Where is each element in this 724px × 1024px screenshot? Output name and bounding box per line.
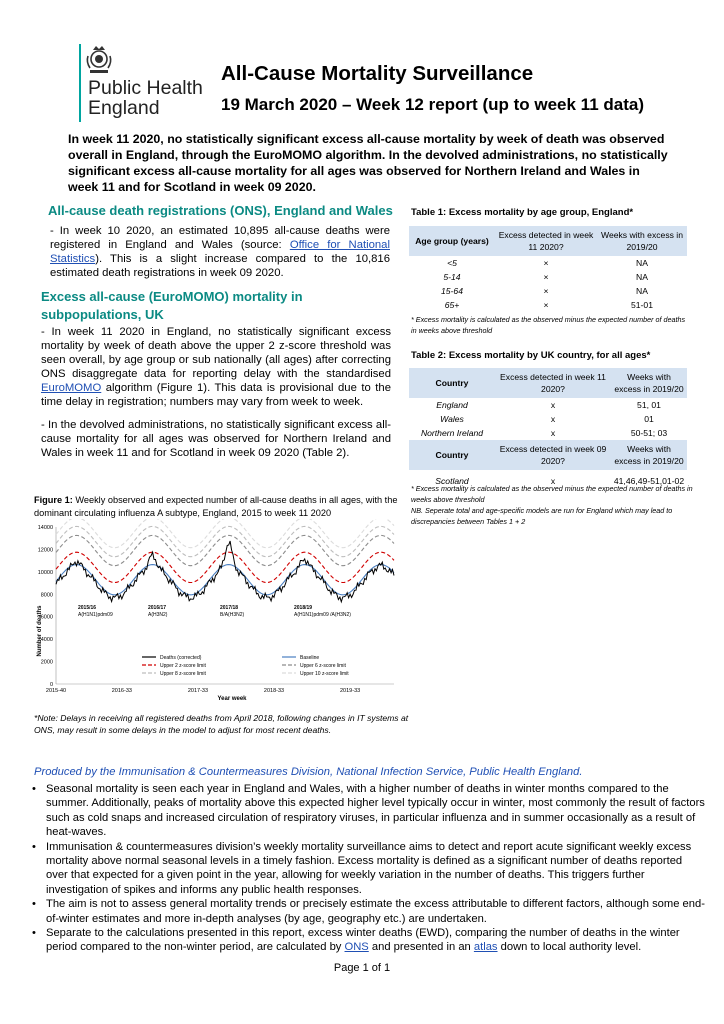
bullet-text: The aim is not to assess general mortality trends or precisely estimate the excess attributable to different factors, although some end-of-winter estimates and more in-depth analyses (by age, geography etc.) are undertaken. (46, 898, 705, 925)
bullet-text: Immunisation & countermeasures division’s weekly mortality surveillance aims to detect and report acute significant weekly excess mortality above normal seasonal levels in a timely fashion. Excess mortality is defined as a significant number of deaths reported over that expected for a given point in the year, allowing for weekly variation in the number of deaths. This triggers further investigation of spikes and informs any public health responses. (46, 840, 692, 896)
x-tick-label: 2018-33 (263, 688, 285, 694)
org-name-line1: Public Health (88, 77, 203, 99)
euromomo-link[interactable]: EuroMOMO (41, 382, 102, 394)
org-name-line2: England (88, 97, 160, 119)
table1-cell-excess: × (543, 272, 549, 282)
atlas-link[interactable]: atlas (473, 941, 498, 954)
table1-footnote: * Excess mortality is calculated as the observed minus the expected number of deaths in weeks above threshold (411, 315, 686, 335)
chart-season-labels (78, 605, 351, 618)
royal-crest-icon (85, 44, 113, 76)
table2-cell-weeks: 50-51; 03 (630, 428, 668, 438)
bullet-icon: • (32, 840, 36, 853)
table2-header-country: Country (409, 368, 495, 398)
season-subtype-label: B/A(H3N2) (220, 612, 245, 618)
table2-caption: Table 2: Excess mortality by UK country, for all ages* (411, 350, 651, 361)
y-tick-label: 8000 (40, 592, 53, 599)
table2-cell-country: Northern Ireland (420, 428, 484, 438)
org-logotype (88, 78, 218, 118)
table2-cell-country: Wales (440, 414, 464, 424)
table2-cell-weeks: 41,46,49-51,01-02 (613, 476, 685, 486)
summary-paragraph: In week 11 2020, no statistically significant excess all-cause mortality by week of death was observed overall in England, through the EuroMOMO algorithm. In the devolved administrations, no statistically significant excess all-cause mortality for all ages was observed for Northern Ireland and Wales in week 11 and for Scotland in week 09 2020. (68, 132, 668, 194)
section-heading-euromomo-line2: subpopulations, UK (41, 307, 164, 322)
season-subtype-label: A(H3N2) (148, 612, 168, 618)
table1-cell-age: 65+ (444, 300, 460, 310)
chart-x-axis-label: Year week (217, 696, 247, 702)
bullet-icon: • (32, 783, 36, 795)
season-label: 2018/19 (294, 605, 313, 611)
table2-cell-weeks: 01 (644, 414, 654, 424)
y-tick-label: 2000 (40, 659, 53, 666)
chart-y-axis-label: Number of deaths (37, 605, 43, 657)
table-row (409, 256, 687, 270)
series-line-upper-10-z-score-limit (56, 519, 394, 548)
page-number: Page 1 of 1 (333, 962, 391, 974)
chart-legend (142, 655, 349, 677)
table1-cell-weeks: 51-01 (631, 300, 653, 310)
table1-cell-weeks: NA (636, 258, 648, 268)
table1-cell-age: 5-14 (443, 272, 461, 282)
season-label: 2017/18 (220, 605, 239, 611)
list-item (30, 782, 705, 840)
table1-header-weeks: Weeks with excess in 2019/20 (597, 226, 687, 256)
y-tick-label: 6000 (40, 614, 53, 621)
table2-subheader-excess: Excess detected in week 09 2020? (495, 440, 611, 470)
table2-cell-excess: x (550, 414, 556, 424)
series-line-upper-8-z-score-limit (56, 526, 394, 556)
brand-bar (79, 44, 81, 122)
table-row (409, 298, 687, 312)
x-tick-label: 2017-33 (187, 688, 209, 694)
table1-cell-age: 15-64 (441, 286, 463, 296)
list-item (30, 897, 705, 926)
report-title: All-Cause Mortality Surveillance (221, 62, 534, 85)
ons-ewd-link[interactable]: ONS (344, 941, 369, 954)
bullet-text-a: Separate to the calculations presented in this report, excess winter deaths (EWD), comparing the number of deaths in the winter period compared to the non-winter period, are calculated by (46, 927, 680, 954)
bullet-text-b: and presented in an (368, 941, 474, 954)
x-tick-label: 2019-33 (340, 688, 361, 694)
registrations-paragraph (50, 224, 390, 280)
table-row (409, 270, 687, 284)
table1-cell-excess: × (543, 300, 549, 310)
bullet-text-c: down to local authority level. (497, 941, 642, 954)
table2-header-weeks: Weeks with excess in 2019/20 (611, 368, 687, 398)
table-row (409, 284, 687, 298)
table1-cell-excess: × (543, 258, 549, 268)
section-heading-euromomo-line1: Excess all-cause (EuroMOMO) mortality in (41, 289, 303, 304)
registrations-text-b: ). This is a slight increase compared to the 10,816 estimated death registrations in week 09 2020. (50, 253, 390, 279)
bullet-icon: • (32, 898, 36, 911)
legend-label: Upper 8 z-score limit (160, 671, 206, 677)
y-tick-label: 4000 (40, 637, 53, 644)
info-bullet-list (30, 782, 705, 955)
ons-link[interactable]: Office for National Statistics (50, 239, 390, 265)
legend-label: Baseline (300, 655, 320, 661)
registrations-text-a: - In week 10 2020, an estimated 10,895 all-cause deaths were registered in England and Wales (source: (50, 225, 390, 251)
table1-header-age: Age group (years) (409, 226, 495, 256)
table2-cell-excess: x (550, 400, 556, 410)
table2-cell-excess: x (550, 476, 556, 486)
bullet-icon: • (32, 927, 36, 940)
table-row (409, 398, 687, 412)
devolved-paragraph: - In the devolved administrations, no statistically significant excess all-cause mortality for all ages was observed for Northern Ireland and Wales in week 11 and for Scotland in week 09 2020 (Table 2). (41, 419, 391, 459)
table1-cell-weeks: NA (636, 286, 648, 296)
chart-series-lines (56, 519, 394, 602)
table1-header-excess: Excess detected in week 11 2020? (495, 226, 597, 256)
table2-header-row (409, 368, 687, 398)
table2-cell-country: Scotland (435, 476, 469, 486)
season-label: 2015/16 (78, 605, 97, 611)
y-tick-label: 0 (49, 682, 53, 688)
chart-x-ticks (46, 688, 360, 694)
legend-label: Upper 10 z-score limit (300, 671, 349, 677)
legend-label: Upper 6 z-score limit (300, 663, 346, 669)
euromomo-paragraph (41, 325, 391, 409)
table1-caption: Table 1: Excess mortality by age group, England* (411, 207, 634, 218)
table2-cell-excess: x (550, 428, 556, 438)
table1 (409, 226, 687, 312)
series-line-baseline (56, 565, 394, 595)
figure-note: *Note: Delays in receiving all registered deaths from April 2018, following changes in IT systems at ONS, may result in some delays in the model to adjust for most recent deaths. (34, 713, 409, 735)
season-subtype-label: A(H1N1)pdm09 (78, 612, 113, 618)
table2-subheader-country: Country (409, 440, 495, 470)
table1-cell-weeks: NA (636, 272, 648, 282)
series-line-upper-6-z-score-limit (56, 535, 394, 565)
y-tick-label: 10000 (37, 569, 53, 576)
table-row (409, 426, 687, 440)
season-label: 2016/17 (148, 605, 167, 611)
legend-label: Deaths (corrected) (160, 655, 202, 661)
figure-caption-label: Figure 1: (34, 495, 73, 505)
legend-label: Upper 2 z-score limit (160, 663, 206, 669)
season-subtype-label: A(H1N1)pdm09 /A(H3N2) (294, 612, 351, 618)
table2-header-excess: Excess detected in week 11 2020? (495, 368, 611, 398)
report-subtitle: 19 March 2020 – Week 12 report (up to week 11 data) (221, 95, 644, 114)
table2-subheader-weeks: Weeks with excess in 2019/20 (611, 440, 687, 470)
table2-subheader-row (409, 440, 687, 470)
figure-caption (34, 494, 404, 519)
section-heading-euromomo (41, 288, 361, 324)
table2-footnote (411, 483, 697, 527)
table2-cell-weeks: 51, 01 (637, 400, 661, 410)
section-heading-registrations: All-cause death registrations (ONS), England and Wales (48, 203, 393, 218)
list-item (30, 926, 705, 955)
mortality-chart (32, 519, 400, 709)
series-line-deaths-corrected- (56, 541, 394, 602)
euromomo-text-a: - In week 11 2020 in England, no statistically significant excess mortality by week of death above the upper 2 z-score threshold was seen overall, by age group or sub nationally (all ages) after correcting ONS disaggregate data for reporting delay with the standardised (41, 326, 391, 380)
table1-cell-excess: × (543, 286, 549, 296)
x-tick-label: 2015-40 (45, 688, 67, 694)
bullet-text: Seasonal mortality is seen each year in England and Wales, with a higher number of deaths in winter months compared to the summer. Additionally, peaks of mortality above this expected higher level typically occur in winter, most commonly the result of factors such as cold snaps and increased circulation of respiratory viruses, in particular influenza and in summer occasionally as a result of heat-waves. (46, 783, 705, 839)
table1-cell-age: <5 (447, 258, 457, 268)
produced-by-line: Produced by the Immunisation & Countermeasures Division, National Infection Service, Public Health England. (34, 766, 583, 778)
table2-cell-country: England (436, 400, 468, 410)
table2-footnote-1: * Excess mortality is calculated as the observed minus the expected number of deaths in weeks above threshold (411, 484, 693, 504)
table2 (409, 368, 687, 488)
table-row (409, 412, 687, 426)
table2-footnote-2: NB. Seperate total and age-specific models are run for England which may lead to discrepancies between Tables 1 + 2 (411, 506, 673, 526)
list-item (30, 840, 705, 898)
y-tick-label: 12000 (37, 547, 53, 554)
figure-caption-text: Weekly observed and expected number of all-cause deaths in all ages, with the dominant circulating influenza A subtype, England, 2015 to week 11 2020 (34, 495, 398, 518)
euromomo-text-b: algorithm (Figure 1). This data is provisional due to the time delay in registration; numbers may vary from week to week. (41, 382, 391, 408)
table1-header-row (409, 226, 687, 256)
x-tick-label: 2016-33 (111, 688, 132, 694)
y-tick-label: 14000 (37, 525, 53, 531)
